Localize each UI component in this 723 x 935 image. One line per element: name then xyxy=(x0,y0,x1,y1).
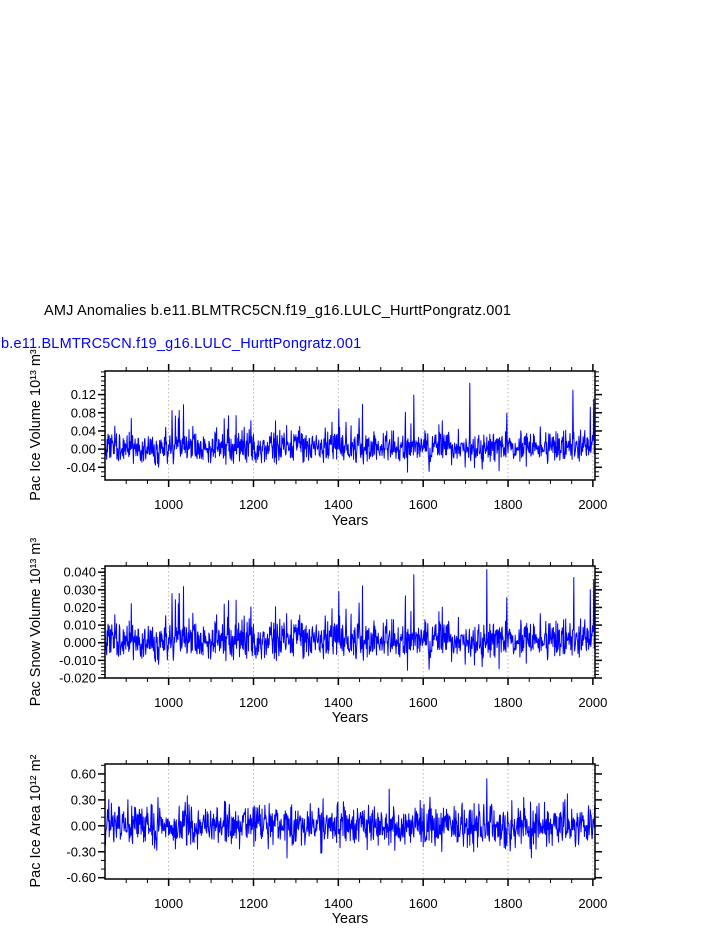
anomaly-series-line xyxy=(105,779,595,858)
y-tick-label: -0.60 xyxy=(66,870,96,886)
y-tick-label: 0.00 xyxy=(70,441,96,457)
y-tick-label: 0.12 xyxy=(70,387,96,403)
y-tick-label: -0.30 xyxy=(66,844,96,860)
x-tick-label: 1200 xyxy=(239,695,268,710)
y-tick-label: 0.040 xyxy=(63,564,96,580)
x-tick-label: 1200 xyxy=(239,497,268,512)
y-tick-label: 0.08 xyxy=(70,405,96,421)
x-axis-label-years-panel2: Years xyxy=(331,710,369,726)
y-tick-label: 0.30 xyxy=(70,792,96,808)
y-tick-label: -0.020 xyxy=(59,670,96,686)
x-tick-label: 1800 xyxy=(493,695,523,710)
x-tick-label: 1400 xyxy=(323,896,353,911)
y-tick-label: 0.00 xyxy=(70,818,96,834)
legend-run-label: b.e11.BLMTRC5CN.f19_g16.LULC_HurttPongratz.001 xyxy=(1,336,362,352)
x-tick-label: 2000 xyxy=(578,896,608,911)
x-tick-label: 1000 xyxy=(154,497,184,512)
y-tick-label: 0.030 xyxy=(63,582,96,598)
panel-1 xyxy=(59,559,607,710)
x-tick-label: 1600 xyxy=(408,695,438,710)
y-tick-label: 0.60 xyxy=(70,766,96,782)
y-tick-label: 0.04 xyxy=(70,423,96,439)
x-tick-label: 1200 xyxy=(239,896,268,911)
x-tick-label: 1000 xyxy=(154,695,184,710)
x-axis-label-years-panel3: Years xyxy=(331,911,369,927)
x-axis-label-years-panel1: Years xyxy=(331,513,369,529)
x-tick-label: 1000 xyxy=(154,896,184,911)
panel-0 xyxy=(66,364,607,512)
y-tick-label: 0.010 xyxy=(63,617,96,633)
y-tick-label: 0.000 xyxy=(63,635,96,651)
x-tick-label: 1800 xyxy=(493,497,523,512)
x-tick-label: 1400 xyxy=(323,497,353,512)
y-tick-label: -0.04 xyxy=(66,459,96,475)
x-tick-label: 2000 xyxy=(578,497,608,512)
y-tick-label: 0.020 xyxy=(63,599,96,615)
x-tick-label: 1600 xyxy=(408,896,438,911)
x-tick-label: 1600 xyxy=(408,497,438,512)
x-tick-label: 1400 xyxy=(323,695,353,710)
y-axis-label-pac-snow-volume: Pac Snow Volume 10¹³ m³ xyxy=(28,537,44,707)
y-axis-label-pac-ice-area: Pac Ice Area 10¹² m² xyxy=(28,754,44,888)
anomaly-series-line xyxy=(105,570,595,671)
panel-2 xyxy=(66,757,607,911)
figure-title: AMJ Anomalies b.e11.BLMTRC5CN.f19_g16.LULC_HurttPongratz.001 xyxy=(44,303,512,319)
anomaly-series-line xyxy=(105,383,595,472)
x-tick-label: 2000 xyxy=(578,695,608,710)
x-tick-label: 1800 xyxy=(493,896,523,911)
y-axis-label-pac-ice-volume: Pac Ice Volume 10¹³ m³ xyxy=(28,349,44,501)
y-tick-label: -0.010 xyxy=(59,652,96,668)
